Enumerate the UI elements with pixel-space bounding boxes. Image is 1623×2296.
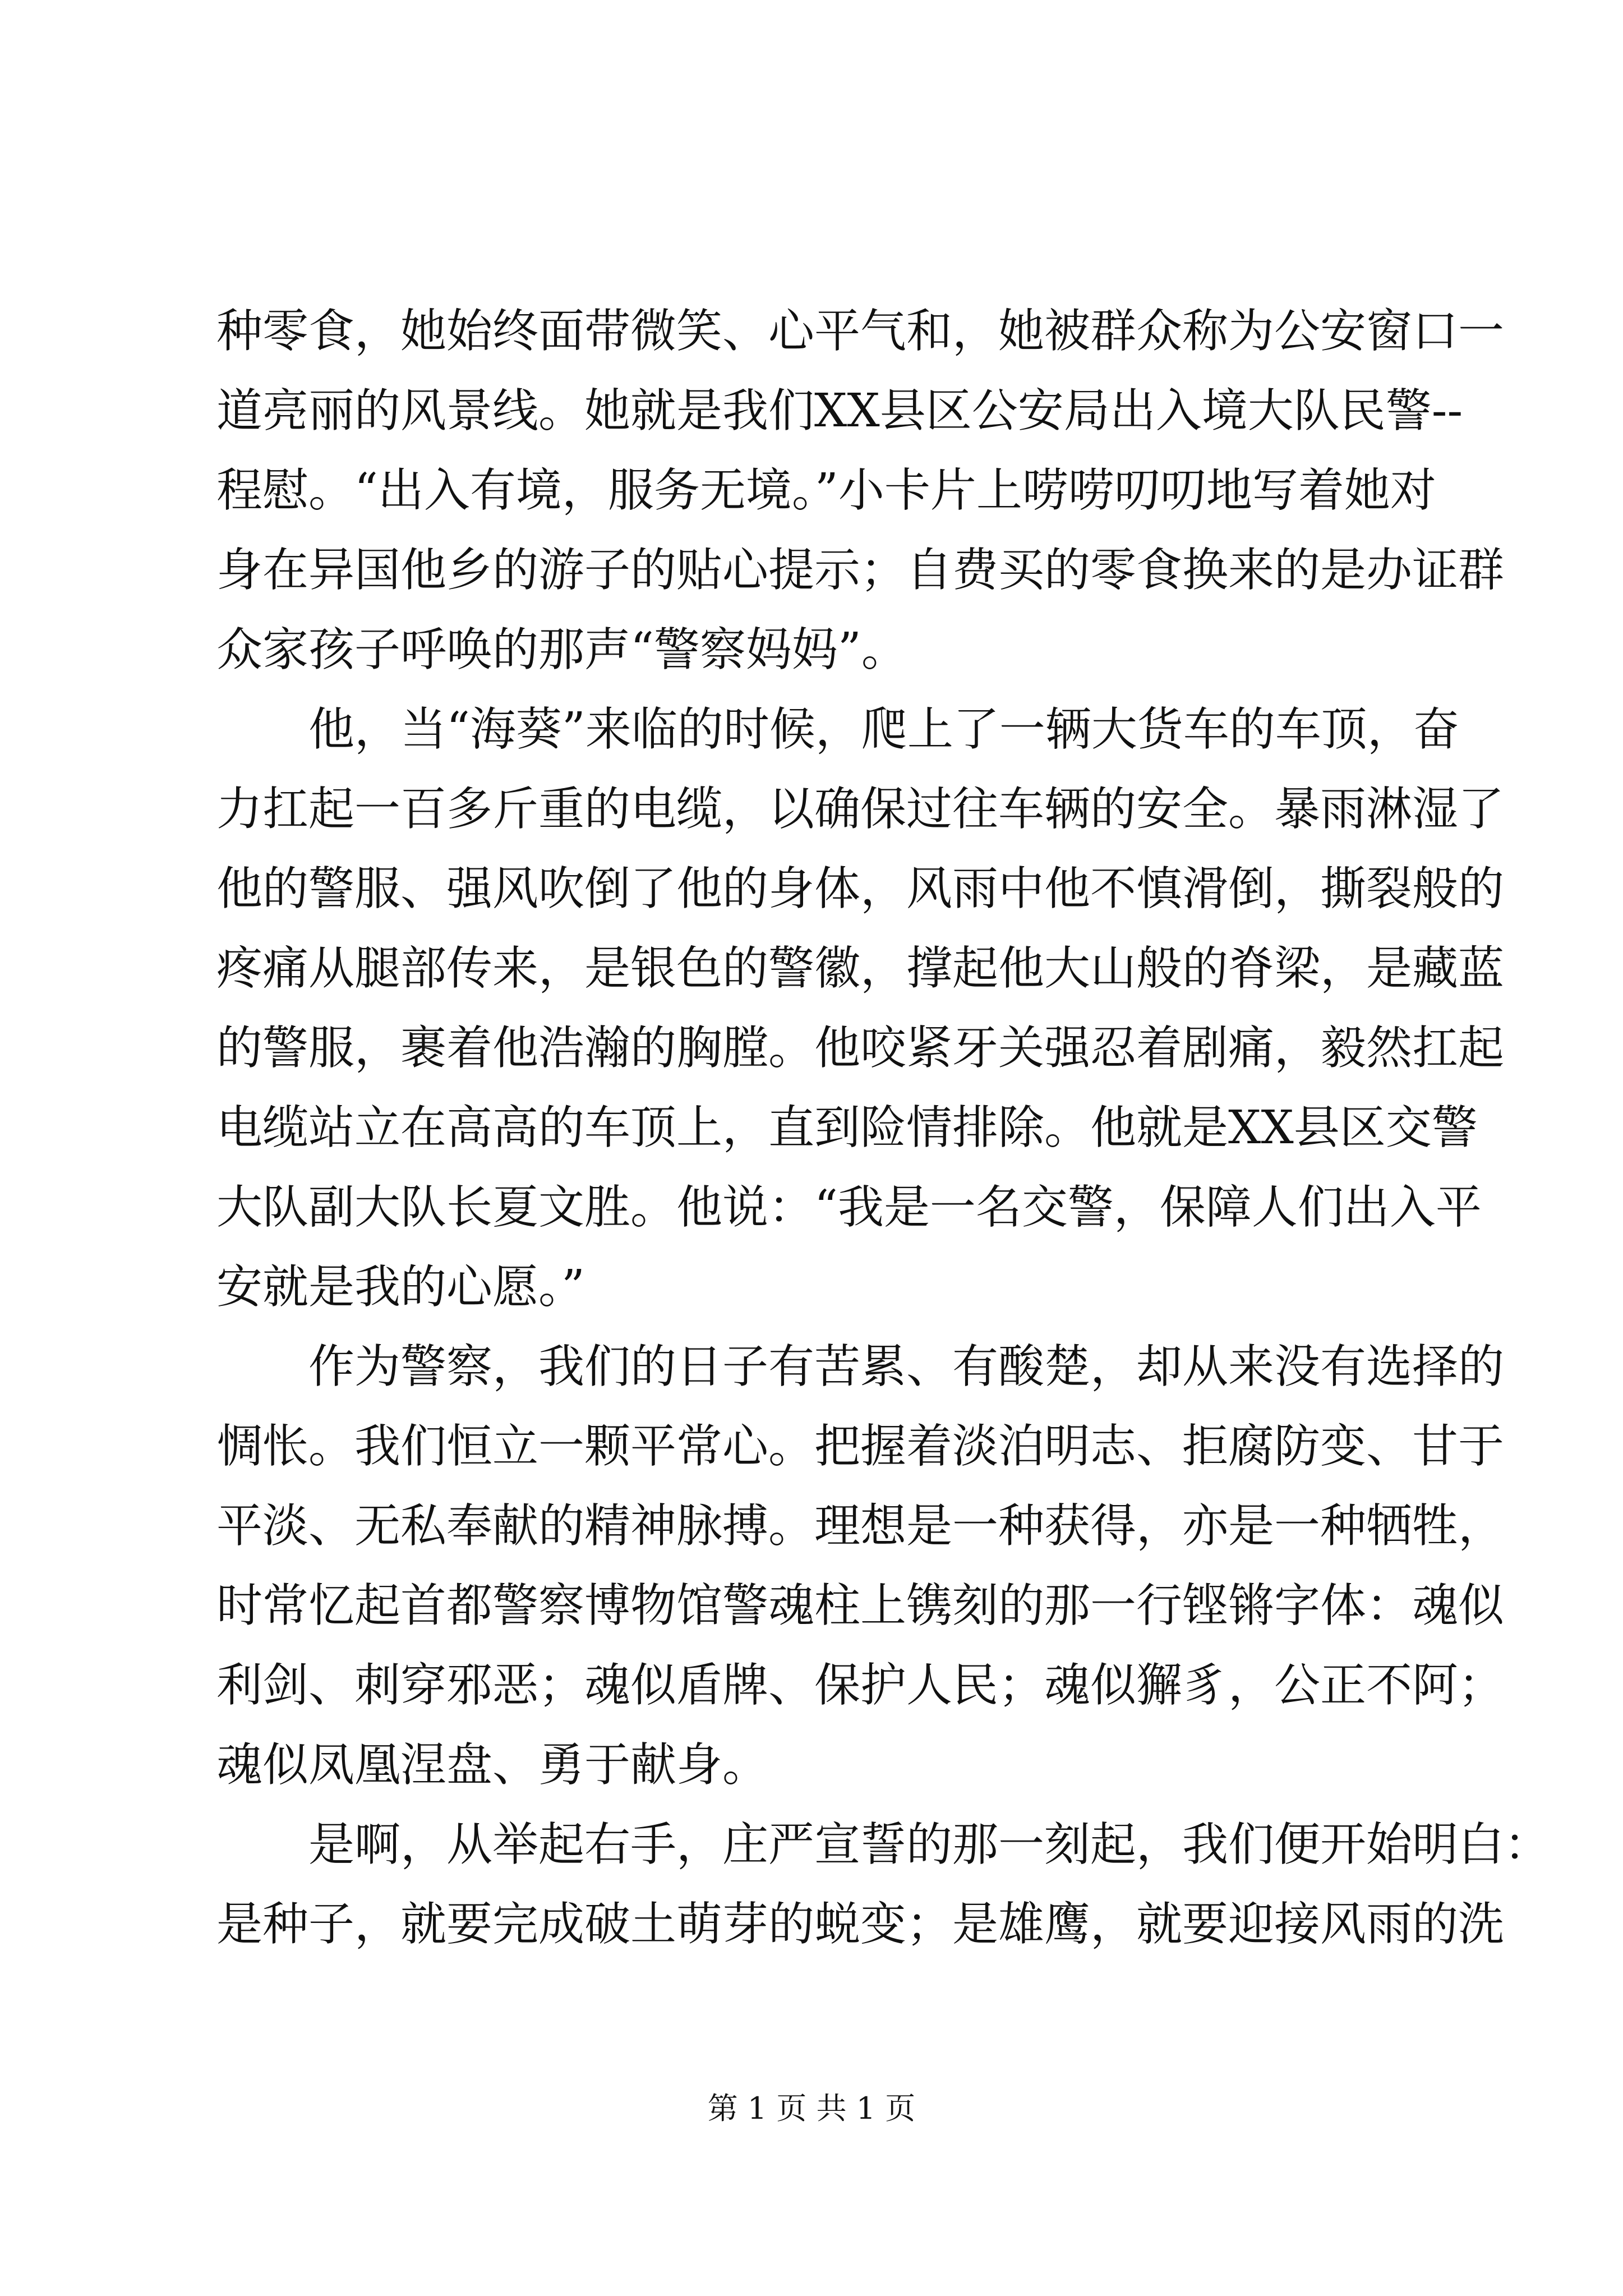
text-line: 时常忆起首都警察博物馆警魂柱上镌刻的那一行铿锵字体：魂似 — [216, 1579, 1505, 1632]
text-line: 魂似凤凰涅盘、勇于献身。 — [216, 1738, 769, 1792]
text-line: 是种子，就要完成破土萌芽的蜕变；是雄鹰，就要迎接风雨的洗 — [216, 1898, 1505, 1951]
text-line: 道亮丽的风景线。她就是我们XX县区公安局出入境大队民警-- — [216, 384, 1463, 438]
text-line: 他的警服、强风吹倒了他的身体，风雨中他不慎滑倒，撕裂般的 — [216, 862, 1505, 915]
text-line: 平淡、无私奉献的精神脉搏。理想是一种获得，亦是一种牺牲， — [216, 1499, 1505, 1553]
text-line: 惆怅。我们恒立一颗平常心。把握着淡泊明志、拒腐防变、甘于 — [216, 1420, 1505, 1473]
text-line: 他，当“海葵”来临的时候，爬上了一辆大货车的车顶，奋 — [308, 703, 1459, 756]
text-line: 的警服，裹着他浩瀚的胸膛。他咬紧牙关强忍着剧痛，毅然扛起 — [216, 1022, 1505, 1075]
text-line: 利剑、刺穿邪恶；魂似盾牌、保护人民；魂似獬豸，公正不阿； — [216, 1659, 1505, 1712]
text-line: 作为警察，我们的日子有苦累、有酸楚，却从来没有选择的 — [308, 1340, 1505, 1393]
text-line: 大队副大队长夏文胜。他说：“我是一名交警，保障人们出入平 — [216, 1181, 1482, 1234]
text-line: 疼痛从腿部传来，是银色的警徽，撑起他大山般的脊梁，是藏蓝 — [216, 942, 1505, 995]
text-line: 力扛起一百多斤重的电缆，以确保过往车辆的安全。暴雨淋湿了 — [216, 783, 1505, 836]
text-line: 是啊，从举起右手，庄严宣誓的那一刻起，我们便开始明白： — [308, 1818, 1551, 1871]
paragraph-3 — [216, 1327, 1505, 1805]
text-line: 众家孩子呼唤的那声“警察妈妈”。 — [216, 623, 907, 677]
paragraph-4 — [216, 1805, 1551, 1964]
page-footer: 第 1 页 共 1 页 — [707, 2091, 916, 2126]
text-line: 安就是我的心愿。” — [216, 1260, 585, 1314]
paragraph-1 — [216, 292, 1505, 690]
text-line: 种零食，她始终面带微笑、心平气和，她被群众称为公安窗口一 — [216, 305, 1505, 358]
text-line: 电缆站立在高高的车顶上，直到险情排除。他就是XX县区交警 — [216, 1101, 1478, 1154]
paragraph-2 — [216, 690, 1505, 1327]
document-body — [216, 292, 1551, 1964]
text-line: 程慰。“出入有境，服务无境。”小卡片上唠唠叨叨地写着她对 — [216, 464, 1436, 517]
text-line: 身在异国他乡的游子的贴心提示；自费买的零食换来的是办证群 — [216, 544, 1505, 597]
